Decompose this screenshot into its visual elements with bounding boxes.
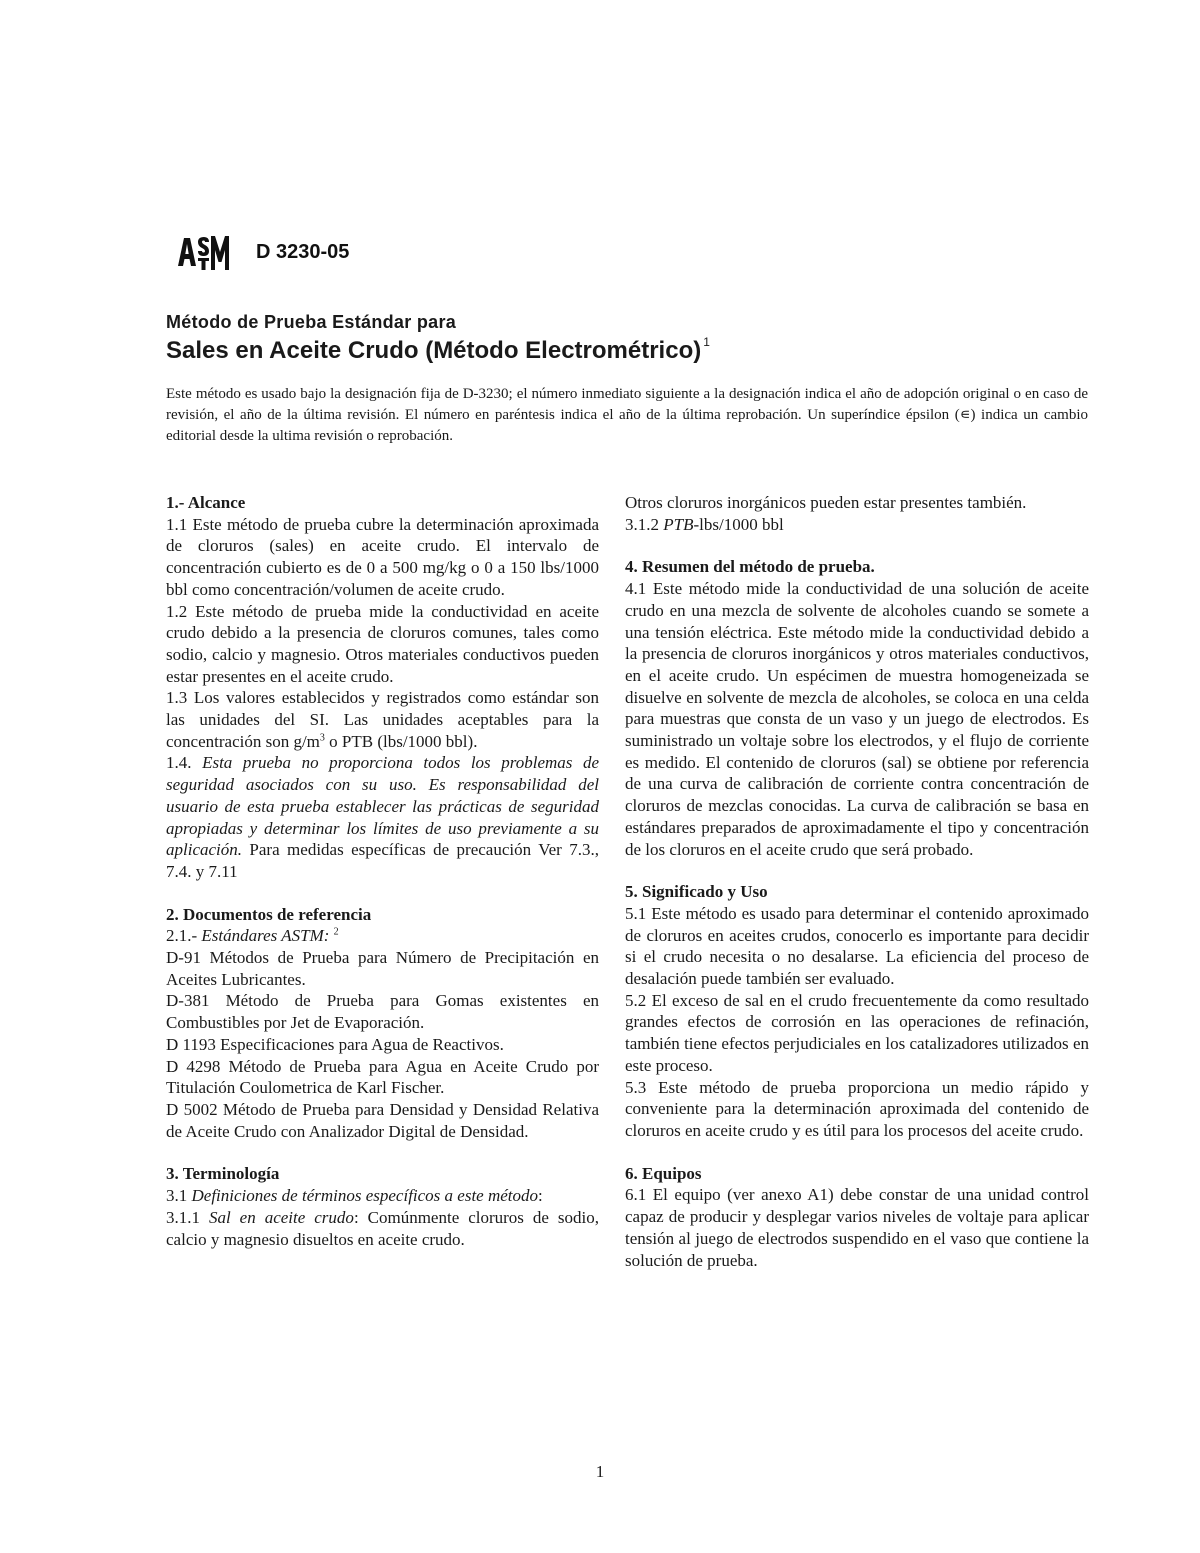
document-title bbox=[166, 337, 710, 365]
paragraph-3-1-end: : bbox=[538, 1186, 543, 1206]
paragraph-3-1-2-num: 3.1.2 bbox=[625, 514, 664, 534]
reference-d4298: D 4298 Método de Prueba para Agua en Aceite Crudo por Titulación Coulometrica de Karl Fischer. bbox=[166, 1056, 599, 1098]
right-column bbox=[625, 492, 1089, 1271]
paragraph-3-1-1-continued: Otros cloruros inorgánicos pueden estar presentes también. bbox=[625, 493, 1027, 512]
paragraph-3-1-italic: Definiciones de términos específicos a este método bbox=[191, 1186, 539, 1206]
paragraph-3-1-2-rest: -lbs/1000 bbl bbox=[693, 514, 784, 534]
superscript-3: 3 bbox=[319, 732, 325, 744]
reference-d1193: D 1193 Especificaciones para Agua de Reactivos. bbox=[166, 1034, 504, 1054]
section-heading-documentos: 2. Documentos de referencia bbox=[166, 904, 372, 924]
reference-d5002: D 5002 Método de Prueba para Densidad y Densidad Relativa de Aceite Crudo con Analizador Digital de Densidad. bbox=[166, 1099, 599, 1141]
page-number: 1 bbox=[595, 1462, 605, 1481]
paragraph-4-1: 4.1 Este método mide la conductividad de una solución de aceite crudo en una mezcla de solvente de alcoholes cuando se somete a una tensión eléctrica. Este método mide la conductividad debido a la presencia de cloruros inorgánicos y otros materiales conductivos, en el aceite crudo. Un espécimen de muestra homogeneizada se disuelve en solvente de mezcla de alcoholes, se coloca en una celda para muestras que consta de un vaso y un juego de electrodos. Es suministrado un voltaje sobre los electrodos, y el flujo de corriente es medido. El contenido de cloruros (sal) se obtiene por referencia de una curva de calibración de corriente contra concentración de cloruros de mezclas conocidas. La curva de calibración se basa en estándares preparados de aproximadamente el tipo y concentración de los cloruros en el aceite crudo que será probado. bbox=[625, 579, 1089, 859]
paragraph-1-3-a: 1.3 Los valores establecidos y registrados como estándar son las unidades del SI. Las unidades aceptables para la concentración son g/m bbox=[166, 688, 599, 751]
document-designation: D 3230-05 bbox=[256, 240, 350, 263]
paragraph-2-1-num: 2.1.- bbox=[166, 926, 202, 946]
paragraph-6-1: 6.1 El equipo (ver anexo A1) debe constar de una unidad control capaz de producir y desplegar varios niveles de voltaje para aplicar tensión al juego de electrodos suspendido en el vaso que contiene la solución de prueba. bbox=[625, 1185, 1089, 1270]
paragraph-1-4-num: 1.4. bbox=[166, 753, 203, 773]
title-footnote-mark: 1 bbox=[703, 335, 710, 349]
document-pretitle: Método de Prueba Estándar para bbox=[166, 312, 457, 332]
paragraph-5-3: 5.3 Este método de prueba proporciona un medio rápido y conveniente para la determinación aproximada del contenido de cloruros en aceite crudo y es útil para los procesos del aceite crudo. bbox=[625, 1077, 1089, 1140]
designation-note bbox=[166, 384, 1088, 447]
left-column bbox=[166, 492, 599, 1250]
document-header bbox=[176, 232, 349, 272]
paragraph-3-1-num: 3.1 bbox=[166, 1186, 192, 1206]
paragraph-1-4-italic: Esta prueba no proporciona todos los problemas de seguridad asociados con su uso. Es responsabilidad del usuario de esta prueba establecer las prácticas de seguridad apropiadas y determinar los límites de uso previamente a su aplicación. bbox=[166, 753, 599, 860]
paragraph-3-1 bbox=[166, 1185, 599, 1207]
paragraph-1-2: 1.2 Este método de prueba mide la conductividad en aceite crudo debido a la presencia de cloruros comunes, tales como sodio, calcio y magnesio. Otros materiales conductivos pueden estar presentes en el aceite crudo. bbox=[166, 601, 599, 686]
section-heading-significado: 5. Significado y Uso bbox=[625, 882, 768, 902]
reference-d91: D-91 Métodos de Prueba para Número de Precipitación en Aceites Lubricantes. bbox=[166, 948, 599, 989]
paragraph-1-4 bbox=[166, 752, 599, 882]
section-heading-terminologia: 3. Terminología bbox=[166, 1164, 280, 1184]
paragraph-3-1-1-italic: Sal en aceite crudo bbox=[208, 1207, 354, 1227]
paragraph-3-1-1-num: 3.1.1 bbox=[166, 1207, 209, 1227]
paragraph-1-3 bbox=[166, 687, 599, 752]
section-heading-equipos: 6. Equipos bbox=[625, 1163, 702, 1183]
paragraph-3-1-2-italic: PTB bbox=[663, 514, 694, 534]
paragraph-1-1: 1.1 Este método de prueba cubre la determinación aproximada de cloruros (sales) en aceite crudo. El intervalo de concentración cubierto es de 0 a 500 mg/kg o 0 a 150 lbs/1000 bbl como concentración/volumen de aceite crudo. bbox=[166, 514, 599, 599]
section-heading-alcance: 1.- Alcance bbox=[166, 493, 246, 512]
paragraph-2-1-italic: Estándares ASTM: bbox=[201, 926, 334, 946]
paragraph-1-3-b: o PTB (lbs/1000 bbl). bbox=[324, 731, 478, 751]
paragraph-1-4-rest: Para medidas específicas de precaución Ver 7.3., 7.4. y 7.11 bbox=[166, 840, 599, 881]
paragraph-3-1-1-rest: : Comúnmente cloruros de sodio, calcio y magnesio disueltos en aceite crudo. bbox=[166, 1207, 600, 1249]
paragraph-3-1-2 bbox=[625, 514, 1089, 536]
document-title-text: Sales en Aceite Crudo (Método Electrométrico) bbox=[166, 337, 702, 364]
reference-d381: D-381 Método de Prueba para Gomas existentes en Combustibles por Jet de Evaporación. bbox=[166, 991, 599, 1033]
astm-logo bbox=[176, 232, 232, 272]
footnote-mark-2: 2 bbox=[333, 926, 339, 938]
paragraph-5-1: 5.1 Este método es usado para determinar el contenido aproximado de cloruros en aceites crudos, conocerlo es importante para decidir si el crudo necesita o no desalarse. La eficiencia del proceso de desalación puede también ser evaluado. bbox=[625, 903, 1089, 989]
paragraph-2-1 bbox=[166, 925, 599, 947]
section-heading-resumen: 4. Resumen del método de prueba. bbox=[625, 557, 875, 577]
paragraph-3-1-1 bbox=[166, 1207, 599, 1250]
paragraph-5-2: 5.2 El exceso de sal en el crudo frecuentemente da como resultado grandes efectos de corrosión en las operaciones de refinación, también tiene efectos perjudiciales en los catalizadores utilizados en este proceso. bbox=[625, 990, 1089, 1075]
designation-note-text: Este método es usado bajo la designación fija de D-3230; el número inmediato siguiente a la designación indica el año de adopción original o en caso de revisión, el año de la última revisión. El número en paréntesis indica el año de la última reprobación. Un superíndice épsilon (∊) indica un cambio editorial desde la ultima revisión o reprobación. bbox=[166, 386, 1088, 444]
